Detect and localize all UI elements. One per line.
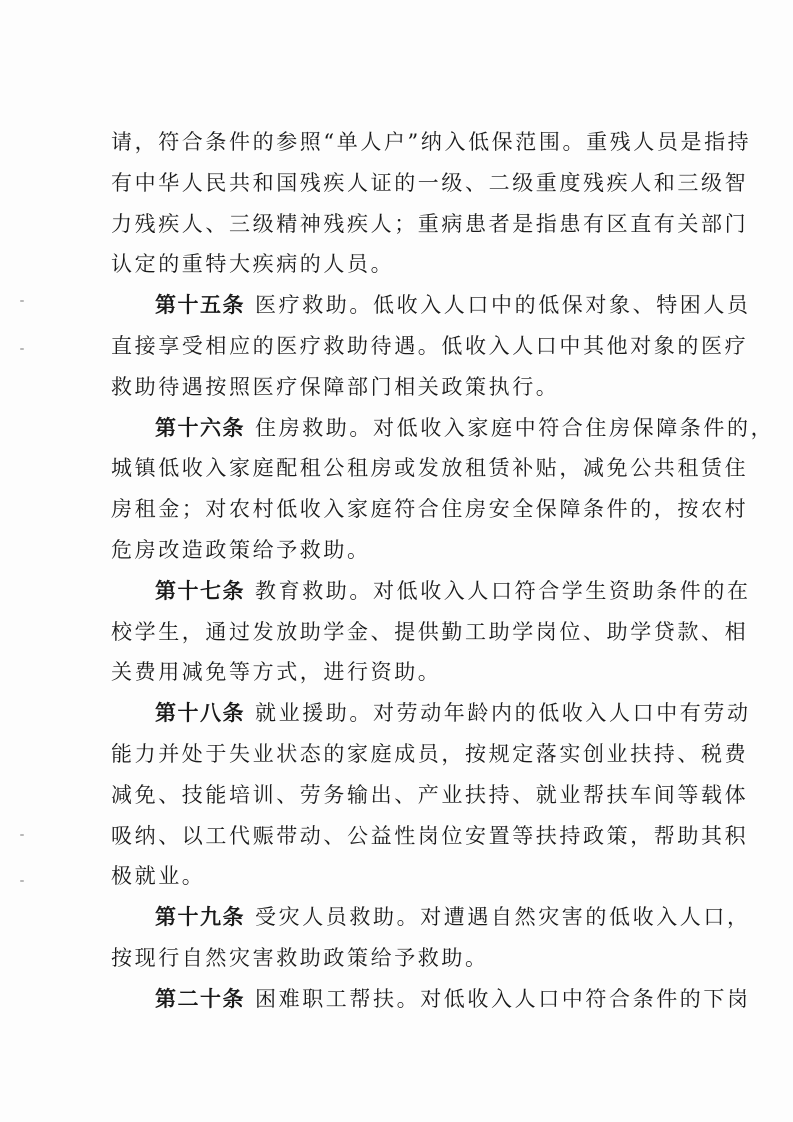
- line-text: 医疗救助。低收入人口中的低保对象、特困人员: [255, 293, 751, 318]
- line-text: 有中华人民共和国残疾人证的一级、二级重度残疾人和三级智: [111, 170, 749, 195]
- text-line: [111, 326, 749, 367]
- line-text: 危房改造政策给予救助。: [111, 537, 371, 562]
- line-text: 极就业。: [111, 864, 206, 889]
- text-line: [111, 244, 696, 285]
- article-heading: 第十八条: [155, 701, 245, 726]
- text-line: [111, 285, 751, 326]
- article-paragraph: [111, 122, 752, 285]
- line-text: 请，符合条件的参照“单人户”纳入低保范围。重残人员是指持: [111, 130, 752, 154]
- text-line: [111, 163, 749, 204]
- line-text: 吸纳、以工代赈带动、公益性岗位安置等扶持政策，帮助其积: [111, 823, 749, 848]
- line-text: 校学生，通过发放助学金、提供勤工助学岗位、助学贷款、相: [111, 619, 749, 644]
- document-body: [111, 122, 775, 1020]
- article-heading: 第十六条: [155, 415, 245, 440]
- scan-mark: [20, 880, 24, 882]
- line-text: 减免、技能培训、劳务输出、产业扶持、就业帮扶车间等载体: [111, 782, 749, 807]
- text-line: [111, 979, 751, 1020]
- line-text: 就业援助。对劳动年龄内的低收入人口中有劳动: [255, 701, 751, 726]
- text-line: [111, 897, 751, 938]
- text-line: [111, 693, 751, 734]
- text-line: [111, 775, 749, 816]
- line-text: 直接享受相应的医疗救助待遇。低收入人口中其他对象的医疗: [111, 333, 749, 358]
- text-line: [111, 856, 696, 897]
- article-paragraph: [111, 979, 751, 1020]
- scan-mark: [20, 834, 24, 836]
- text-line: [111, 489, 749, 530]
- line-text: 受灾人员救助。对遭遇自然灾害的低收入人口，: [255, 905, 751, 930]
- scan-mark: [20, 300, 24, 302]
- line-text: 住房救助。对低收入家庭中符合住房保障条件的，: [255, 415, 775, 440]
- text-line: [111, 571, 751, 612]
- article-paragraph: [111, 285, 751, 407]
- line-text: 城镇低收入家庭配租公租房或发放租赁补贴，减免公共租赁住: [111, 456, 749, 481]
- article-heading: 第十九条: [155, 905, 245, 930]
- line-text: 关费用减免等方式，进行资助。: [111, 660, 442, 685]
- text-line: [111, 204, 749, 245]
- text-line: [111, 122, 752, 163]
- line-text: 认定的重特大疾病的人员。: [111, 252, 395, 277]
- line-text: 困难职工帮扶。对低收入人口中符合条件的下岗: [255, 986, 751, 1011]
- line-text: 按现行自然灾害救助政策给予救助。: [111, 945, 489, 970]
- text-line: [111, 938, 696, 979]
- article-heading: 第十七条: [155, 578, 245, 603]
- text-line: [111, 408, 775, 449]
- article-paragraph: [111, 897, 751, 979]
- article-heading: 第十五条: [155, 293, 245, 318]
- line-text: 教育救助。对低收入人口符合学生资助条件的在: [255, 578, 751, 603]
- line-text: 房租金；对农村低收入家庭符合住房安全保障条件的，按农村: [111, 497, 749, 522]
- line-text: 力残疾人、三级精神残疾人；重病患者是指患有区直有关部门: [111, 211, 749, 236]
- line-text: 能力并处于失业状态的家庭成员，按规定落实创业扶持、税费: [111, 741, 749, 766]
- text-line: [111, 530, 696, 571]
- text-line: [111, 448, 749, 489]
- article-paragraph: [111, 693, 751, 897]
- article-paragraph: [111, 408, 775, 571]
- article-paragraph: [111, 571, 751, 693]
- text-line: [111, 367, 696, 408]
- text-line: [111, 816, 749, 857]
- text-line: [111, 652, 696, 693]
- text-line: [111, 734, 749, 775]
- line-text: 救助待遇按照医疗保障部门相关政策执行。: [111, 374, 560, 399]
- article-heading: 第二十条: [155, 986, 245, 1011]
- scan-mark: [20, 348, 24, 350]
- text-line: [111, 612, 749, 653]
